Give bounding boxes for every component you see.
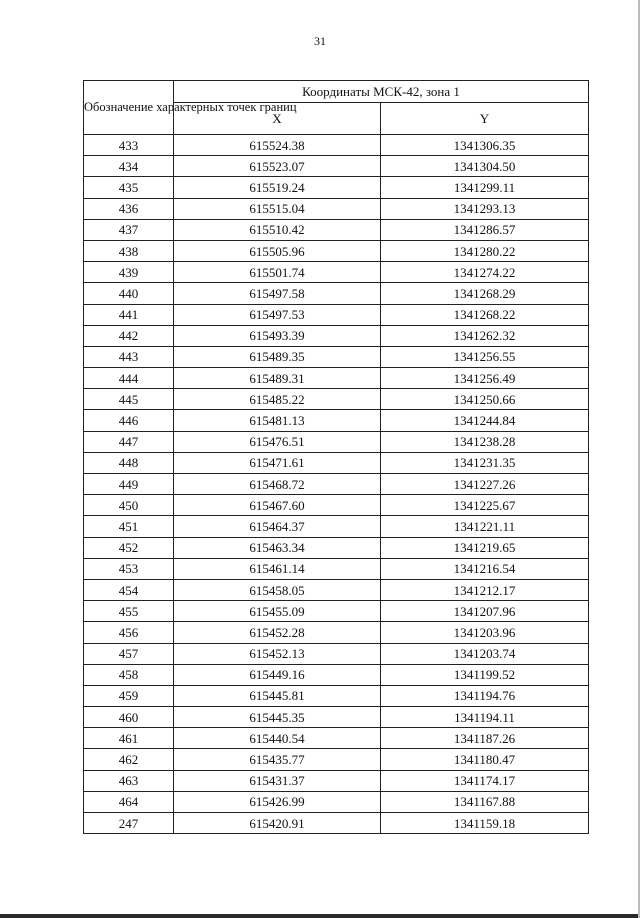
header-row [84, 81, 589, 103]
coordinates-header: Координаты МСК-42, зона 1 [174, 81, 589, 103]
table-row [84, 728, 589, 749]
point-cell: 453 [84, 558, 174, 579]
table-body [84, 135, 589, 834]
point-cell: 443 [84, 346, 174, 367]
table-row [84, 643, 589, 664]
point-cell: 444 [84, 368, 174, 389]
x-coordinate-cell: 615440.54 [174, 728, 381, 749]
y-coordinate-cell: 1341293.13 [381, 198, 589, 219]
point-cell: 439 [84, 262, 174, 283]
y-coordinate-cell: 1341286.57 [381, 219, 589, 240]
x-coordinate-cell: 615493.39 [174, 325, 381, 346]
y-coordinate-cell: 1341238.28 [381, 431, 589, 452]
x-coordinate-cell: 615468.72 [174, 474, 381, 495]
table-header [84, 81, 589, 135]
point-cell: 440 [84, 283, 174, 304]
y-coordinate-cell: 1341207.96 [381, 601, 589, 622]
y-coordinate-cell: 1341299.11 [381, 177, 589, 198]
point-cell: 437 [84, 219, 174, 240]
table-row [84, 368, 589, 389]
y-coordinate-cell: 1341180.47 [381, 749, 589, 770]
point-cell: 452 [84, 537, 174, 558]
point-cell: 462 [84, 749, 174, 770]
table-row [84, 452, 589, 473]
y-coordinate-cell: 1341199.52 [381, 664, 589, 685]
table-row [84, 240, 589, 261]
y-coordinate-cell: 1341227.26 [381, 474, 589, 495]
table-row [84, 135, 589, 156]
point-cell: 454 [84, 579, 174, 600]
table-row [84, 410, 589, 431]
table-row [84, 219, 589, 240]
x-coordinate-cell: 615505.96 [174, 240, 381, 261]
table-row [84, 579, 589, 600]
y-coordinate-cell: 1341194.11 [381, 707, 589, 728]
x-coordinate-cell: 615449.16 [174, 664, 381, 685]
table-row [84, 601, 589, 622]
point-cell: 450 [84, 495, 174, 516]
x-coordinate-cell: 615476.51 [174, 431, 381, 452]
x-coordinate-cell: 615481.13 [174, 410, 381, 431]
y-coordinate-cell: 1341203.96 [381, 622, 589, 643]
y-coordinate-cell: 1341221.11 [381, 516, 589, 537]
point-cell: 449 [84, 474, 174, 495]
table-row [84, 325, 589, 346]
y-coordinate-cell: 1341268.29 [381, 283, 589, 304]
x-coordinate-cell: 615489.31 [174, 368, 381, 389]
x-coordinate-cell: 615501.74 [174, 262, 381, 283]
point-cell: 463 [84, 770, 174, 791]
point-cell: 461 [84, 728, 174, 749]
table-row [84, 791, 589, 812]
table-row [84, 262, 589, 283]
x-coordinate-cell: 615445.81 [174, 685, 381, 706]
point-cell: 434 [84, 156, 174, 177]
table-row [84, 558, 589, 579]
table-row [84, 156, 589, 177]
y-coordinate-cell: 1341256.55 [381, 346, 589, 367]
y-coordinate-cell: 1341304.50 [381, 156, 589, 177]
y-coordinate-cell: 1341244.84 [381, 410, 589, 431]
x-coordinate-cell: 615524.38 [174, 135, 381, 156]
table-row [84, 474, 589, 495]
table-row [84, 431, 589, 452]
x-column-header: X [174, 103, 381, 135]
y-coordinate-cell: 1341274.22 [381, 262, 589, 283]
point-cell: 451 [84, 516, 174, 537]
table-row [84, 770, 589, 791]
y-coordinate-cell: 1341187.26 [381, 728, 589, 749]
point-cell: 435 [84, 177, 174, 198]
y-coordinate-cell: 1341159.18 [381, 813, 589, 834]
y-column-header: Y [381, 103, 589, 135]
x-coordinate-cell: 615452.13 [174, 643, 381, 664]
x-coordinate-cell: 615467.60 [174, 495, 381, 516]
point-cell: 433 [84, 135, 174, 156]
table-row [84, 707, 589, 728]
point-cell: 457 [84, 643, 174, 664]
table-row [84, 495, 589, 516]
table-row [84, 346, 589, 367]
point-cell: 247 [84, 813, 174, 834]
table-row [84, 198, 589, 219]
x-coordinate-cell: 615515.04 [174, 198, 381, 219]
x-coordinate-cell: 615431.37 [174, 770, 381, 791]
table-row [84, 389, 589, 410]
x-coordinate-cell: 615523.07 [174, 156, 381, 177]
x-coordinate-cell: 615519.24 [174, 177, 381, 198]
table-row [84, 537, 589, 558]
point-cell: 458 [84, 664, 174, 685]
x-coordinate-cell: 615485.22 [174, 389, 381, 410]
point-cell: 445 [84, 389, 174, 410]
table-row [84, 813, 589, 834]
point-cell: 459 [84, 685, 174, 706]
page-number: 31 [314, 34, 326, 48]
table-row [84, 304, 589, 325]
x-coordinate-cell: 615463.34 [174, 537, 381, 558]
point-cell: 448 [84, 452, 174, 473]
table-row [84, 749, 589, 770]
x-coordinate-cell: 615497.58 [174, 283, 381, 304]
scan-bottom-edge [0, 914, 640, 918]
y-coordinate-cell: 1341280.22 [381, 240, 589, 261]
x-coordinate-cell: 615426.99 [174, 791, 381, 812]
x-coordinate-cell: 615489.35 [174, 346, 381, 367]
x-coordinate-cell: 615497.53 [174, 304, 381, 325]
y-coordinate-cell: 1341216.54 [381, 558, 589, 579]
x-coordinate-cell: 615461.14 [174, 558, 381, 579]
y-coordinate-cell: 1341194.76 [381, 685, 589, 706]
point-cell: 460 [84, 707, 174, 728]
table-row [84, 685, 589, 706]
point-cell: 438 [84, 240, 174, 261]
point-cell: 446 [84, 410, 174, 431]
y-coordinate-cell: 1341256.49 [381, 368, 589, 389]
point-cell: 464 [84, 791, 174, 812]
table-row [84, 516, 589, 537]
x-coordinate-cell: 615510.42 [174, 219, 381, 240]
coordinates-table [83, 80, 589, 834]
point-cell: 441 [84, 304, 174, 325]
x-coordinate-cell: 615435.77 [174, 749, 381, 770]
y-coordinate-cell: 1341306.35 [381, 135, 589, 156]
y-coordinate-cell: 1341262.32 [381, 325, 589, 346]
y-coordinate-cell: 1341250.66 [381, 389, 589, 410]
point-cell: 456 [84, 622, 174, 643]
x-coordinate-cell: 615458.05 [174, 579, 381, 600]
point-cell: 442 [84, 325, 174, 346]
point-column-header: Обозначение характерных точек границ [84, 81, 174, 135]
y-coordinate-cell: 1341174.17 [381, 770, 589, 791]
y-coordinate-cell: 1341167.88 [381, 791, 589, 812]
y-coordinate-cell: 1341219.65 [381, 537, 589, 558]
x-coordinate-cell: 615452.28 [174, 622, 381, 643]
y-coordinate-cell: 1341268.22 [381, 304, 589, 325]
table-row [84, 664, 589, 685]
x-coordinate-cell: 615420.91 [174, 813, 381, 834]
point-cell: 455 [84, 601, 174, 622]
x-coordinate-cell: 615455.09 [174, 601, 381, 622]
y-coordinate-cell: 1341225.67 [381, 495, 589, 516]
x-coordinate-cell: 615464.37 [174, 516, 381, 537]
point-cell: 436 [84, 198, 174, 219]
x-coordinate-cell: 615445.35 [174, 707, 381, 728]
table-row [84, 283, 589, 304]
y-coordinate-cell: 1341212.17 [381, 579, 589, 600]
y-coordinate-cell: 1341203.74 [381, 643, 589, 664]
table-row [84, 622, 589, 643]
x-coordinate-cell: 615471.61 [174, 452, 381, 473]
point-cell: 447 [84, 431, 174, 452]
table-row [84, 177, 589, 198]
y-coordinate-cell: 1341231.35 [381, 452, 589, 473]
